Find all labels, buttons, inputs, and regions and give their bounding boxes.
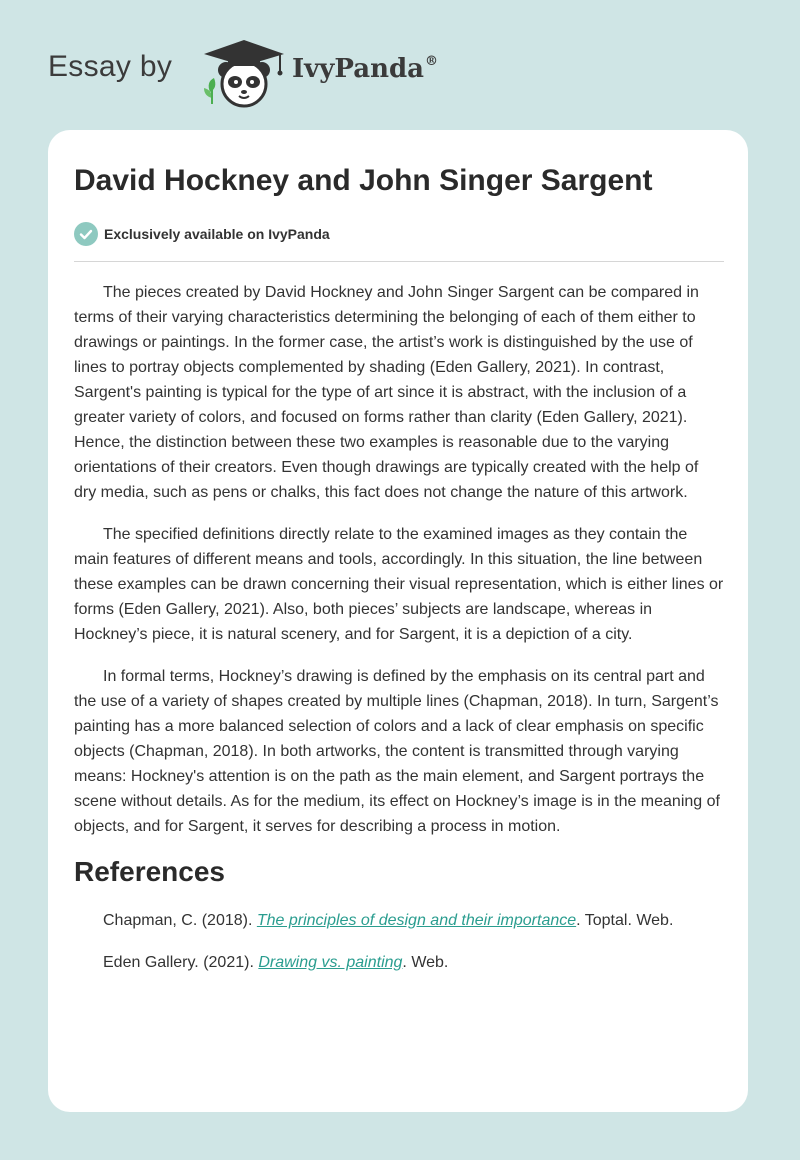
divider — [74, 261, 724, 262]
brand-name-text: IvyPanda — [292, 54, 425, 84]
paragraph: The pieces created by David Hockney and John Singer Sargent can be compared in terms of their varying characteristics determining the belonging of each of them either to drawings or paintings. In the former case, the artist’s work is distinguished by the use of lines to portray objects complemented by shading (Eden Gallery, 2021). In contrast, Sargent's painting is typical for the type of art since it is abstract, with the inclusion of a greater variety of colors, and focused on forms rather than clarity (Eden Gallery, 2021). Hence, the distinction between these two examples is reasonable due to the varying orientations of their creators. Even though drawings are typically created with the help of dry media, such as pens or chalks, this fact does not change the nature of this artwork. — [74, 284, 699, 501]
paragraph: In formal terms, Hockney’s drawing is defined by the emphasis on its central part and the use of a variety of shapes created by multiple lines (Chapman, 2018). In turn, Sargent’s painting has a more balanced selection of colors and a lack of clear emphasis on specific objects (Chapman, 2018). In both artworks, the content is transmitted through varying means: Hockney's attention is on the path as the main element, and Sargent portrays the scene without details. As for the medium, its effect on Hockney’s image is in the meaning of objects, and for Sargent, it serves for describing a process in motion. — [74, 668, 720, 835]
panda-graduation-cap-icon[interactable] — [200, 34, 288, 110]
reference-text: Eden Gallery. (2021). — [103, 954, 259, 971]
reference-text: . Toptal. Web. — [576, 912, 674, 929]
reference-link[interactable]: Drawing vs. painting — [258, 954, 403, 971]
essay-card — [48, 130, 748, 1112]
check-circle-icon — [74, 222, 98, 246]
reference-text: . Web. — [402, 954, 449, 971]
reference-item — [103, 950, 724, 975]
registered-mark: ® — [425, 54, 439, 69]
references-heading: References — [74, 856, 225, 887]
exclusive-badge — [74, 222, 330, 246]
exclusive-badge-text: Exclusively available on IvyPanda — [104, 226, 330, 242]
paragraph: The specified definitions directly relate to the examined images as they contain the main features of different means and tools, accordingly. In this situation, the line between these examples can be drawn concerning their visual representation, which is either lines or forms (Eden Gallery, 2021). Also, both pieces’ subjects are landscape, whereas in Hockney’s piece, it is natural scenery, and for Sargent, it is a depiction of a city. — [74, 526, 724, 643]
essay-body — [74, 280, 724, 992]
reference-text: Chapman, C. (2018). — [103, 912, 257, 929]
reference-item — [103, 908, 724, 933]
reference-link[interactable]: The principles of design and their importance — [256, 912, 577, 929]
site-header — [48, 34, 748, 110]
page-title: David Hockney and John Singer Sargent — [74, 164, 653, 197]
brand-name[interactable] — [292, 54, 438, 84]
essay-by-label: Essay by — [48, 50, 173, 83]
